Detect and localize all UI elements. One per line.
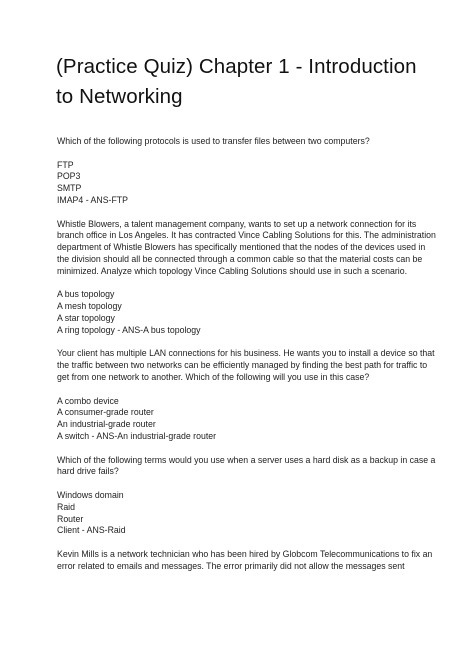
answer-option: FTP <box>57 159 74 170</box>
question-text: Which of the following terms would you use when a server uses a hard disk as a backup in case a hard drive fails? <box>57 454 436 477</box>
question-text: Whistle Blowers, a talent management company, wants to set up a network connection for its branch office in Los Angeles. It has contracted Vince Cabling Solutions for this. The administration department of Whistle Blowers has specifically mentioned that the nodes of the devices used in the division should all be connected through a common cable so that the material costs can be minimized. Analyze which topology Vince Cabling Solutions should use in such a scenario. <box>57 218 436 276</box>
answer-option: A star topology <box>57 312 115 323</box>
answer-option: A consumer-grade router <box>57 407 154 418</box>
answer-option: An industrial-grade router <box>57 419 156 430</box>
answer-options <box>57 490 437 537</box>
answer-options <box>57 396 437 443</box>
question-text: Kevin Mills is a network technician who has been hired by Globcom Telecommunications to fix an error related to emails and messages. The error primarily did not allow the messages sent <box>57 548 433 571</box>
answer-option: A combo device <box>57 395 119 406</box>
question-text: Which of the following protocols is used to transfer files between two computers? <box>57 136 370 146</box>
answer-option: POP3 <box>57 171 81 182</box>
quiz-content <box>57 136 437 572</box>
answer-option: A ring topology - ANS-A bus topology <box>57 324 201 335</box>
answer-option: Client - ANS-Raid <box>57 525 126 536</box>
answer-option: Raid <box>57 501 75 512</box>
page-title: (Practice Quiz) Chapter 1 - Introduction to Networking <box>56 55 417 108</box>
answer-option: A switch - ANS-An industrial-grade router <box>57 430 217 441</box>
answer-option: IMAP4 - ANS-FTP <box>57 194 128 205</box>
answer-options <box>57 160 437 207</box>
answer-option: SMTP <box>57 183 82 194</box>
answer-option: A bus topology <box>57 289 115 300</box>
question-text: Your client has multiple LAN connections for his business. He wants you to install a device so that the traffic between two networks can be efficiently managed by finding the best path for traffic to get from one network to another. Which of the following will you use in this case? <box>57 348 435 382</box>
answer-option: Windows domain <box>57 489 124 500</box>
answer-option: Router <box>57 513 84 524</box>
answer-options <box>57 289 437 336</box>
answer-option: A mesh topology <box>57 301 122 312</box>
